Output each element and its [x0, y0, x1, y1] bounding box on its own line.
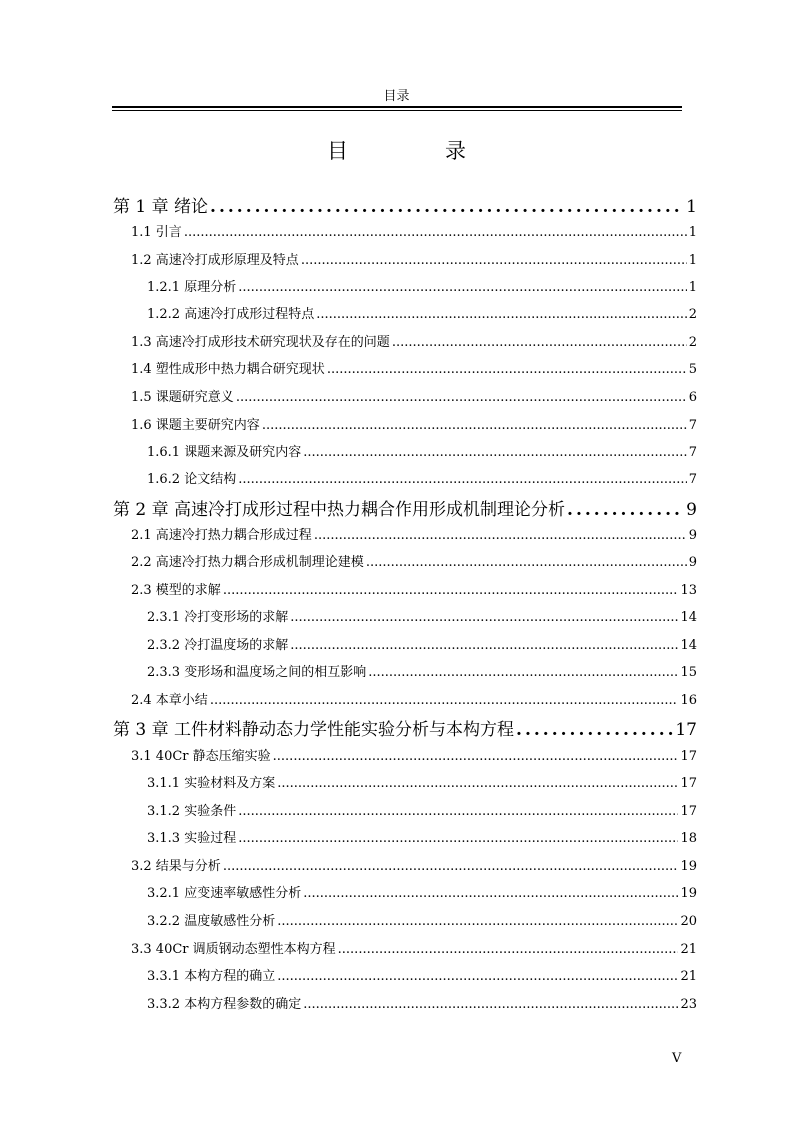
toc-entry-label: 2.3.3 变形场和温度场之间的相互影响: [147, 665, 367, 680]
toc-entry-page: 6: [688, 390, 697, 405]
toc-entry-label: 3.1.3 实验过程: [147, 831, 237, 846]
toc-section-entry[interactable]: [131, 389, 697, 407]
toc-entry-page: 17: [680, 749, 697, 764]
toc-entry-page: 17: [680, 804, 697, 819]
toc-leader-dots: [277, 968, 678, 986]
toc-leader-dots: [184, 224, 687, 242]
toc-leader-dots: [236, 389, 687, 407]
toc-entry-page: 20: [680, 914, 697, 929]
toc-subsection-entry[interactable]: [147, 444, 697, 462]
toc-entry-label: 3.1.2 实验条件: [147, 804, 237, 819]
toc-subsection-entry[interactable]: [147, 885, 697, 903]
toc-entry-page: 7: [688, 445, 697, 460]
toc-leader-dots: [392, 334, 687, 352]
toc-entry-label: 1.6 课题主要研究内容: [131, 418, 260, 433]
toc-subsection-entry[interactable]: [147, 830, 697, 848]
toc-section-entry[interactable]: [131, 252, 697, 270]
toc-entry-page: 18: [680, 831, 697, 846]
toc-section-entry[interactable]: [131, 858, 697, 876]
toc-entry-label: 3.3 40Cr 调质钢动态塑性本构方程: [131, 942, 336, 957]
toc-subsection-entry[interactable]: [147, 775, 697, 793]
toc-entry-label: 1.5 课题研究意义: [131, 390, 234, 405]
toc-entry-page: 2: [688, 335, 697, 350]
toc-entry-label: 1.2 高速冷打成形原理及特点: [131, 253, 299, 268]
toc-entry-page: 9: [688, 555, 697, 570]
toc-entry-page: 15: [680, 665, 697, 680]
toc-section-entry[interactable]: [131, 361, 697, 379]
toc-subsection-entry[interactable]: [147, 279, 697, 297]
toc-entry-page: 7: [688, 418, 697, 433]
toc-entry-label: 3.2.2 温度敏感性分析: [147, 914, 276, 929]
toc-leader-dots: [368, 664, 678, 682]
toc-entry-label: 1.2.2 高速冷打成形过程特点: [147, 307, 315, 322]
toc-entry-label: 2.1 高速冷打热力耦合形成过程: [131, 528, 312, 543]
toc-leader-dots: [301, 252, 687, 270]
toc-leader-dots: [338, 941, 679, 959]
toc-entry-page: 1: [688, 280, 697, 295]
toc-leader-dots: [316, 306, 687, 324]
toc-leader-dots: [303, 885, 678, 903]
toc-chapter-entry[interactable]: [113, 719, 697, 741]
toc-leader-dots: [366, 554, 687, 572]
toc-section-entry[interactable]: [131, 692, 697, 710]
toc-subsection-entry[interactable]: [147, 803, 697, 821]
toc-leader-dots: [277, 913, 678, 931]
toc-entry-page: 1: [688, 225, 697, 240]
toc-leader-dots: [314, 527, 687, 545]
toc-leader-dots: [210, 196, 684, 218]
toc-title: 目 录: [327, 139, 504, 163]
toc-leader-dots: [223, 858, 679, 876]
toc-entry-label: 第 2 章 高速冷打成形过程中热力耦合作用形成机制理论分析: [113, 500, 566, 520]
page-number: V: [672, 1051, 682, 1066]
toc-entry-page: 17: [680, 776, 697, 791]
toc-entry-label: 1.6.2 论文结构: [147, 472, 237, 487]
toc-entry-label: 1.3 高速冷打成形技术研究现状及存在的问题: [131, 335, 390, 350]
toc-section-entry[interactable]: [131, 417, 697, 435]
toc-leader-dots: [273, 748, 679, 766]
toc-entry-page: 9: [688, 528, 697, 543]
toc-chapter-entry[interactable]: [113, 499, 697, 521]
toc-entry-page: 21: [680, 969, 697, 984]
toc-subsection-entry[interactable]: [147, 996, 697, 1014]
toc-subsection-entry[interactable]: [147, 609, 697, 627]
toc-entry-label: 第 3 章 工件材料静动态力学性能实验分析与本构方程: [113, 720, 515, 740]
toc-entry-label: 3.2 结果与分析: [131, 859, 221, 874]
toc-entry-label: 2.2 高速冷打热力耦合形成机制理论建模: [131, 555, 364, 570]
toc-leader-dots: [238, 803, 678, 821]
toc-entry-label: 3.3.2 本构方程参数的确定: [147, 997, 302, 1012]
toc-section-entry[interactable]: [131, 224, 697, 242]
running-header: 目录: [383, 89, 410, 104]
toc-subsection-entry[interactable]: [147, 306, 697, 324]
toc-entry-page: 19: [680, 886, 697, 901]
toc-entry-page: 5: [688, 362, 697, 377]
toc-entry-label: 第 1 章 绪论: [113, 197, 209, 217]
toc-section-entry[interactable]: [131, 748, 697, 766]
toc-entry-label: 1.1 引言: [131, 225, 182, 240]
toc-entry-label: 1.6.1 课题来源及研究内容: [147, 445, 302, 460]
toc-subsection-entry[interactable]: [147, 913, 697, 931]
toc-entry-page: 17: [675, 720, 697, 740]
toc-subsection-entry[interactable]: [147, 968, 697, 986]
toc-entry-page: 9: [686, 500, 697, 520]
toc-leader-dots: [262, 417, 687, 435]
toc-entry-label: 2.4 本章小结: [131, 693, 208, 708]
toc-subsection-entry[interactable]: [147, 471, 697, 489]
toc-leader-dots: [290, 609, 678, 627]
toc-entry-label: 3.1.1 实验材料及方案: [147, 776, 276, 791]
toc-leader-dots: [238, 830, 678, 848]
toc-leader-dots: [223, 582, 679, 600]
toc-entry-page: 21: [680, 942, 697, 957]
toc-entry-label: 2.3.2 冷打温度场的求解: [147, 638, 289, 653]
toc-entry-label: 2.3 模型的求解: [131, 583, 221, 598]
toc-leader-dots: [238, 471, 687, 489]
toc-entry-page: 23: [680, 997, 697, 1012]
toc-leader-dots: [210, 692, 679, 710]
toc-leader-dots: [327, 361, 687, 379]
toc-entry-label: 3.3.1 本构方程的确立: [147, 969, 276, 984]
toc-entry-page: 13: [680, 583, 697, 598]
toc-entry-page: 14: [680, 610, 697, 625]
toc-entry-page: 7: [688, 472, 697, 487]
toc-section-entry[interactable]: [131, 582, 697, 600]
toc-chapter-entry[interactable]: [113, 196, 697, 218]
toc-leader-dots: [238, 279, 687, 297]
toc-leader-dots: [516, 719, 673, 741]
toc-subsection-entry[interactable]: [147, 637, 697, 655]
toc-section-entry[interactable]: [131, 527, 697, 545]
toc-section-entry[interactable]: [131, 334, 697, 352]
toc-entry-label: 1.4 塑性成形中热力耦合研究现状: [131, 362, 325, 377]
toc-leader-dots: [567, 499, 684, 521]
toc-entry-page: 16: [680, 693, 697, 708]
toc-entry-page: 14: [680, 638, 697, 653]
toc-entry-label: 3.1 40Cr 静态压缩实验: [131, 749, 271, 764]
toc-entry-label: 3.2.1 应变速率敏感性分析: [147, 886, 302, 901]
toc-subsection-entry[interactable]: [147, 664, 697, 682]
toc-entry-page: 1: [688, 253, 697, 268]
toc-leader-dots: [290, 637, 678, 655]
toc-leader-dots: [303, 996, 678, 1014]
toc-section-entry[interactable]: [131, 941, 697, 959]
toc-entry-label: 2.3.1 冷打变形场的求解: [147, 610, 289, 625]
toc-entry-page: 19: [680, 859, 697, 874]
toc-section-entry[interactable]: [131, 554, 697, 572]
toc-entry-page: 2: [688, 307, 697, 322]
toc-leader-dots: [277, 775, 678, 793]
toc-entry-page: 1: [686, 197, 697, 217]
toc-entry-label: 1.2.1 原理分析: [147, 280, 237, 295]
toc-leader-dots: [303, 444, 687, 462]
